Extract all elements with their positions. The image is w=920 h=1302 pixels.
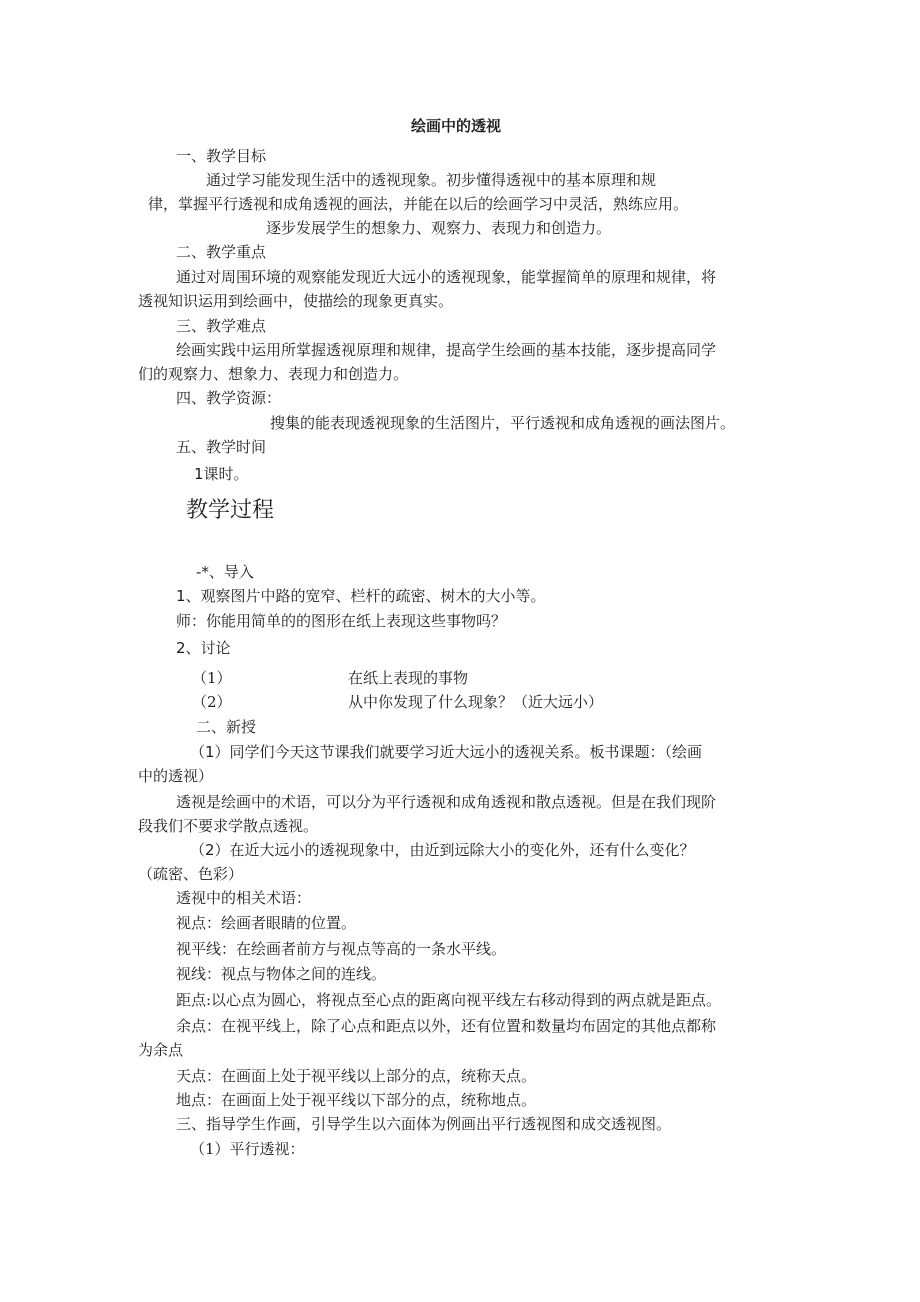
new-lesson-item-1-line-2: 中的透视） (138, 767, 214, 785)
term-remaining-point-line-1: 余点：在视平线上，除了心点和距点以外，还有位置和数量均布固定的其他点都称 (176, 1017, 717, 1035)
goals-text-line-2: 律，掌握平行透视和成角透视的画法，并能在以后的绘画学习中灵活，熟练应用。 (148, 195, 689, 213)
key-points-line-1: 通过对周围环境的观察能发现近大远小的透视现象，能掌握简单的原理和规律，将 (176, 268, 717, 286)
term-horizon: 视平线：在绘画者前方与视点等高的一条水平线。 (176, 940, 507, 958)
resources-text: 搜集的能表现透视现象的生活图片，平行透视和成角透视的画法图片。 (270, 414, 736, 432)
intro-teacher-question: 师：你能用简单的的图形在纸上表现这些事物吗？ (176, 612, 507, 630)
discuss-heading: 2、讨论 (176, 639, 231, 657)
term-sightline: 视线：视点与物体之间的连线。 (176, 965, 387, 983)
key-points-line-2: 透视知识运用到绘画中，使描绘的现象更真实。 (138, 292, 454, 310)
guide-heading: 三、指导学生作画，引导学生以六面体为例画出平行透视图和成交透视图。 (176, 1115, 672, 1133)
term-remaining-point-line-2: 为余点 (138, 1041, 184, 1059)
new-lesson-item-2-line-1: （2）在近大远小的透视现象中，由近到远除大小的变化外，还有什么变化？ (190, 841, 695, 859)
difficult-points-heading: 三、教学难点 (176, 317, 267, 335)
discuss-item-2-text: 从中你发现了什么现象？（近大远小） (348, 693, 604, 711)
discuss-item-2-number: （2） (192, 693, 232, 711)
terms-heading: 透视中的相关术语： (176, 889, 312, 907)
discuss-item-1-number: （1） (192, 669, 232, 687)
difficult-points-line-1: 绘画实践中运用所掌握透视原理和规律，提高学生绘画的基本技能，逐步提高同学 (176, 341, 717, 359)
term-ground-point: 地点：在画面上处于视平线以下部分的点，统称地点。 (176, 1091, 537, 1109)
discuss-item-1-text: 在纸上表现的事物 (348, 669, 469, 687)
new-lesson-heading: 二、新授 (196, 718, 257, 736)
time-heading: 五、教学时间 (176, 438, 267, 456)
perspective-definition-line-2: 段我们不要求学散点透视。 (138, 817, 319, 835)
new-lesson-item-2-line-2: （疏密、色彩） (138, 865, 244, 883)
goals-heading: 一、教学目标 (176, 147, 267, 165)
difficult-points-line-2: 们的观察力、想象力、表现力和创造力。 (138, 365, 409, 383)
resources-heading: 四、教学资源： (176, 389, 282, 407)
new-lesson-item-1-line-1: （1）同学们今天这节课我们就要学习近大远小的透视关系。板书课题：（绘画 (190, 743, 703, 761)
intro-heading: -*、导入 (196, 563, 254, 581)
term-distance-point: 距点:以心点为圆心，将视点至心点的距离向视平线左右移动得到的两点就是距点。 (176, 991, 722, 1009)
perspective-definition-line-1: 透视是绘画中的术语，可以分为平行透视和成角透视和散点透视。但是在我们现阶 (176, 793, 717, 811)
goals-text-line-3: 逐步发展学生的想象力、观察力、表现力和创造力。 (266, 219, 612, 237)
key-points-heading: 二、教学重点 (176, 243, 267, 261)
guide-item-1: （1）平行透视： (190, 1140, 305, 1158)
document-title: 绘画中的透视 (411, 117, 502, 135)
time-value: 1课时。 (194, 465, 249, 483)
term-viewpoint: 视点：绘画者眼睛的位置。 (176, 914, 357, 932)
goals-text-line-1: 通过学习能发现生活中的透视现象。初步懂得透视中的基本原理和规 (206, 171, 657, 189)
process-heading: 教学过程 (186, 498, 275, 523)
intro-item-1: 1、观察图片中路的宽窄、栏杆的疏密、树木的大小等。 (176, 587, 546, 605)
term-sky-point: 天点：在画面上处于视平线以上部分的点，统称天点。 (176, 1067, 537, 1085)
